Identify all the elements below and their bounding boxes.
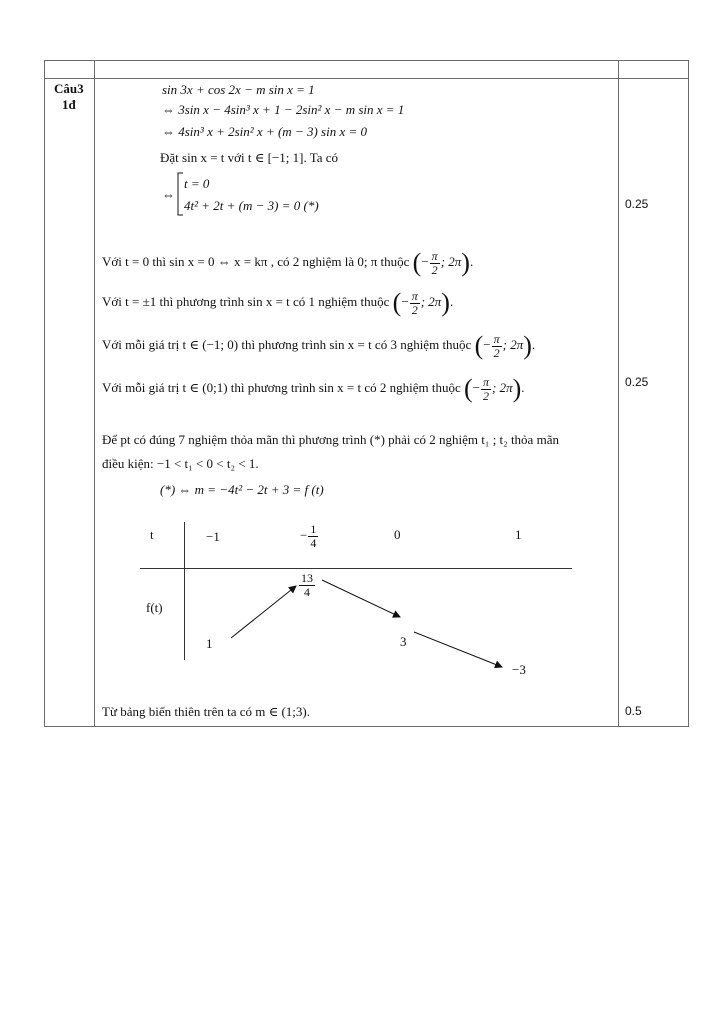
bvt-t-value-2: 0 xyxy=(394,527,401,542)
score-1: 0.25 xyxy=(625,197,649,211)
score-2: 0.25 xyxy=(625,375,649,389)
equation-2: ⇔ 3sin x − 4sin³ x + 1 − 2sin² x − m sin x = 1 xyxy=(162,102,405,117)
case-line-1: Với t = 0 thì sin x = 0 ⇔ x = kπ , có 2 nghiệm là 0; π thuộc (− $\frac{\pi}{2}$ ; 2π). xyxy=(102,248,474,278)
bvt-arrow-down-1 xyxy=(322,580,400,617)
bvt-f-top: $\frac{13}{4}$ xyxy=(301,571,313,599)
conclusion: Từ bảng biến thiên trên ta có m ∈ (1;3). xyxy=(102,704,310,719)
system-line-1: t = 0 xyxy=(184,176,210,191)
equation-4: Đặt sin x = t với t ∈ [−1; 1]. Ta có xyxy=(160,150,339,165)
bvt-arrow-up xyxy=(231,586,296,638)
bvt-t-value-3: 1 xyxy=(515,527,522,542)
case-line-4: Với mỗi giá trị t ∈ (0;1) thì phương trình sin x = t có 2 nghiệm thuộc (− $\frac{\pi}{2}$ ; 2π). xyxy=(102,374,525,404)
equation-3: ⇔ 4sin³ x + 2sin² x + (m − 3) sin x = 0 xyxy=(162,124,368,139)
question-points: 1đ xyxy=(62,97,76,112)
bvt-arrow-down-2 xyxy=(414,632,502,667)
bvt-t-value-1: −1 xyxy=(206,529,220,544)
system-line-2: 4t² + 2t + (m − 3) = 0 (*) xyxy=(184,198,319,213)
bvt-f-label: f(t) xyxy=(146,600,163,615)
score-3: 0.5 xyxy=(625,704,642,718)
condition-line-2: điều kiện: −1 < t₁ < 0 < t₂ < 1. xyxy=(102,456,259,471)
condition-line-1: Để pt có đúng 7 nghiệm thỏa mãn thì phương trình (*) phải có 2 nghiệm t₁ ; t₂ thỏa mãn xyxy=(102,432,559,447)
equation-1: sin 3x + cos 2x − m sin x = 1 xyxy=(162,82,315,97)
case-line-2: Với t = ±1 thì phương trình sin x = t có 1 nghiệm thuộc (− $\frac{\pi}{2}$ ; 2π). xyxy=(102,288,454,318)
system-equivalent: ⇔ xyxy=(162,187,175,202)
function-definition: (*) ⇔ m = −4t² − 2t + 3 = f (t) xyxy=(160,482,324,497)
bvt-f-value-3: −3 xyxy=(512,662,526,677)
bvt-t-frac: − $\frac{1}{4}$ xyxy=(300,522,317,550)
bvt-f-value-2: 3 xyxy=(400,634,407,649)
case-line-3: Với mỗi giá trị t ∈ (−1; 0) thì phương trình sin x = t có 3 nghiệm thuộc (− $\frac{\pi}{2}$ ; 2π). xyxy=(102,331,536,361)
bvt-t-label: t xyxy=(150,527,154,542)
bvt-f-value-1: 1 xyxy=(206,636,213,651)
question-label: Câu3 xyxy=(54,81,84,96)
